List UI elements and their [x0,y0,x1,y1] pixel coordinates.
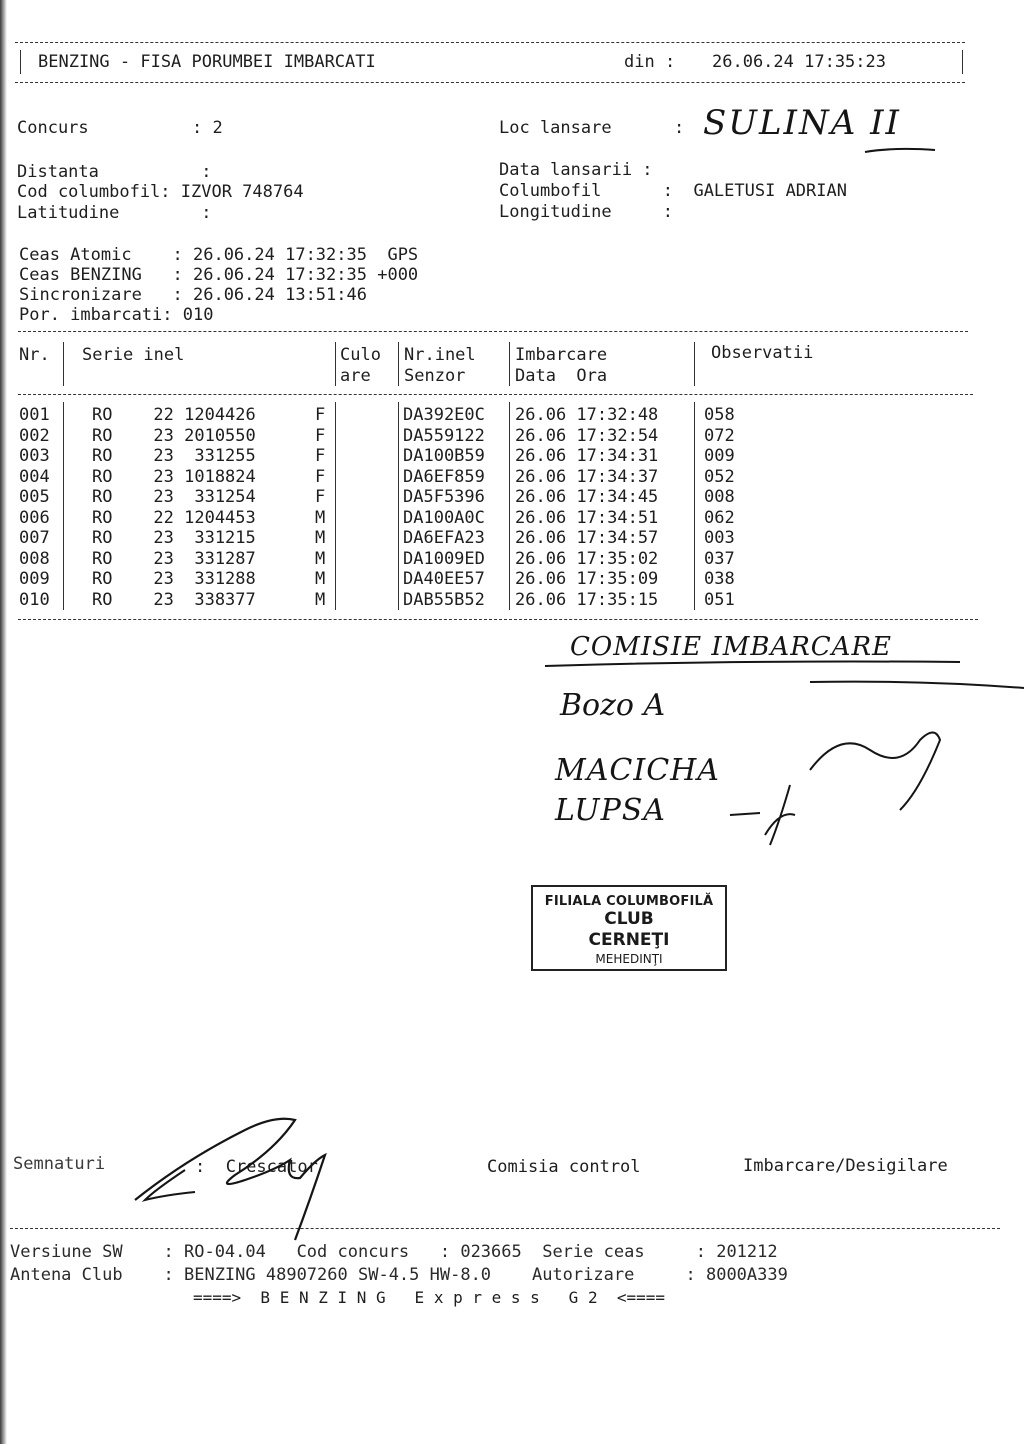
table-header-nrinel-2: Senzor [404,366,466,386]
longitudine-line: Longitudine : [499,202,673,222]
row-nr: 003 [19,446,50,466]
comisie-handwriting [540,620,1024,850]
stamp-line-1: FILIALA COLUMBOFILĂ [544,894,714,909]
row-sex: F [315,487,326,507]
table-body-divider-3 [398,402,399,610]
porumbei-imbarcati-line: Por. imbarcati: 010 [19,305,214,325]
row-serie-inel: RO 22 1204426 [92,405,256,425]
footer-versiune-line: Versiune SW : RO-04.04 Cod concurs : 023665 Serie ceas : 201212 [10,1242,778,1262]
row-sex: F [315,405,326,425]
row-senzor: DA559122 [403,425,485,446]
row-nr: 007 [19,528,50,548]
row-imbarcare: 26.06 17:34:51 [515,507,659,528]
row-observatii: 003 [704,528,735,548]
row-imbarcare: 26.06 17:32:48 [515,405,659,425]
ceas-atomic-line: Ceas Atomic : 26.06.24 17:32:35 GPS [19,245,419,265]
row-observatii: 062 [704,507,735,528]
distanta-line: Distanta : [17,162,212,182]
row-nr: 006 [19,507,50,528]
stamp-line-4: MEHEDINŢI [595,952,663,966]
row-sex: M [315,507,326,528]
row-observatii: 038 [704,569,735,589]
report-title: BENZING - FISA PORUMBEI IMBARCATI [38,52,376,72]
row-imbarcare: 26.06 17:35:02 [515,548,659,569]
loc-lansare-handwriting [695,92,945,162]
footer-top-rule [10,1228,1000,1229]
stamp-line-3: CERNEŢI [588,930,670,950]
table-body-divider-2 [335,402,336,610]
row-imbarcare: 26.06 17:34:37 [515,466,659,487]
row-imbarcare: 26.06 17:34:45 [515,487,659,507]
row-imbarcare: 26.06 17:35:15 [515,589,659,610]
table-body-divider-1 [63,402,64,610]
stamp-line-2: CLUB [604,909,654,929]
row-serie-inel: RO 22 1204453 [92,507,256,528]
data-lansarii-line: Data lansarii : [499,160,653,180]
table-top-rule [18,331,968,332]
comisie-name-3: LUPSA [555,793,666,828]
row-nr: 010 [19,589,50,610]
latitudine-line: Latitudine : [17,203,212,223]
row-observatii: 072 [704,425,735,446]
row-senzor: DAB55B52 [403,589,485,610]
row-sex: M [315,589,326,610]
table-col-divider-4 [509,342,510,386]
row-imbarcare: 26.06 17:35:09 [515,569,659,589]
cod-columbofil-line: Cod columbofil: IZVOR 748764 [17,182,304,202]
row-serie-inel: RO 23 331288 [92,569,256,589]
table-header-nr: Nr. [19,345,50,365]
header-right-border [962,50,963,74]
loc-lansare-handwritten-text: SULINA II [703,103,901,143]
row-serie-inel: RO 23 331215 [92,528,256,548]
row-sex: F [315,425,326,446]
row-serie-inel: RO 23 331255 [92,446,256,466]
table-header-observatii: Observatii [711,343,814,363]
row-imbarcare: 26.06 17:32:54 [515,425,659,446]
row-sex: F [315,466,326,487]
row-senzor: DA100A0C [403,507,485,528]
concurs-label: Concurs [17,118,89,138]
row-senzor: DA100B59 [403,446,485,466]
report-timestamp: 26.06.24 17:35:23 [712,52,886,72]
table-header-rule [18,394,973,395]
header-top-rule [15,42,965,43]
header-left-border [20,50,21,74]
row-imbarcare: 26.06 17:34:57 [515,528,659,548]
row-nr: 004 [19,466,50,487]
row-serie-inel: RO 23 331287 [92,548,256,569]
table-header-culoare-2: are [340,366,371,386]
table-header-culoare-1: Culo [340,345,381,365]
row-senzor: DA6EF859 [403,466,485,487]
row-observatii: 008 [704,487,735,507]
row-serie-inel: RO 23 338377 [92,589,256,610]
row-observatii: 037 [704,548,735,569]
semnaturi-label: Semnaturi [13,1154,106,1174]
row-nr: 005 [19,487,50,507]
loc-lansare-label: Loc lansare [499,118,612,138]
page-edge-shadow [0,0,7,1444]
row-nr: 002 [19,425,50,446]
row-sex: M [315,569,326,589]
header-bottom-rule [15,82,965,83]
comisia-control-label: Comisia control [487,1157,641,1177]
row-observatii: 052 [704,466,735,487]
row-senzor: DA40EE57 [403,569,485,589]
row-observatii: 058 [704,405,735,425]
row-nr: 008 [19,548,50,569]
table-header-imbarcare-1: Imbarcare [515,345,608,365]
table-body-divider-5 [694,402,695,610]
row-sex: F [315,446,326,466]
row-sex: M [315,528,326,548]
table-col-divider-3 [398,342,399,386]
row-senzor: DA392E0C [403,405,485,425]
row-observatii: 051 [704,589,735,610]
row-nr: 009 [19,569,50,589]
loc-lansare-colon: : [674,118,685,138]
row-serie-inel: RO 23 331254 [92,487,256,507]
row-senzor: DA1009ED [403,548,485,569]
table-header-serie: Serie inel [82,345,185,365]
row-observatii: 009 [704,446,735,466]
table-col-divider-5 [694,342,695,386]
report-din-label: din : [624,52,676,72]
row-sex: M [315,548,326,569]
sincronizare-line: Sincronizare : 26.06.24 13:51:46 [19,285,367,305]
table-col-divider-1 [63,342,64,386]
club-stamp [531,885,727,971]
row-senzor: DA5F5396 [403,487,485,507]
footer-antena-line: Antena Club : BENZING 48907260 SW-4.5 HW-8.0 Autorizare : 8000A339 [10,1265,788,1285]
table-header-nrinel-1: Nr.inel [404,345,476,365]
concurs-value: : 2 [192,118,223,138]
comisie-handwritten-text: COMISIE IMBARCARE [570,632,893,662]
row-nr: 001 [19,405,50,425]
table-header-imbarcare-2: Data Ora [515,366,608,386]
row-imbarcare: 26.06 17:34:31 [515,446,659,466]
ceas-benzing-line: Ceas BENZING : 26.06.24 17:32:35 +000 [19,265,419,285]
row-serie-inel: RO 23 1018824 [92,466,256,487]
table-body-divider-4 [509,402,510,610]
row-serie-inel: RO 23 2010550 [92,425,256,446]
crescator-label: : Crescator [195,1157,318,1177]
comisie-name-1: Bozo A [560,688,666,723]
imbarcare-desigilare-label: Imbarcare/Desigilare [743,1156,948,1176]
comisie-name-2: MACICHA [555,753,720,788]
table-col-divider-2 [335,342,336,386]
footer-benzing-express: ====> B E N Z I N G E x p r e s s G 2 <==== [193,1288,666,1307]
columbofil-line: Columbofil : GALETUSI ADRIAN [499,181,847,201]
row-senzor: DA6EFA23 [403,528,485,548]
